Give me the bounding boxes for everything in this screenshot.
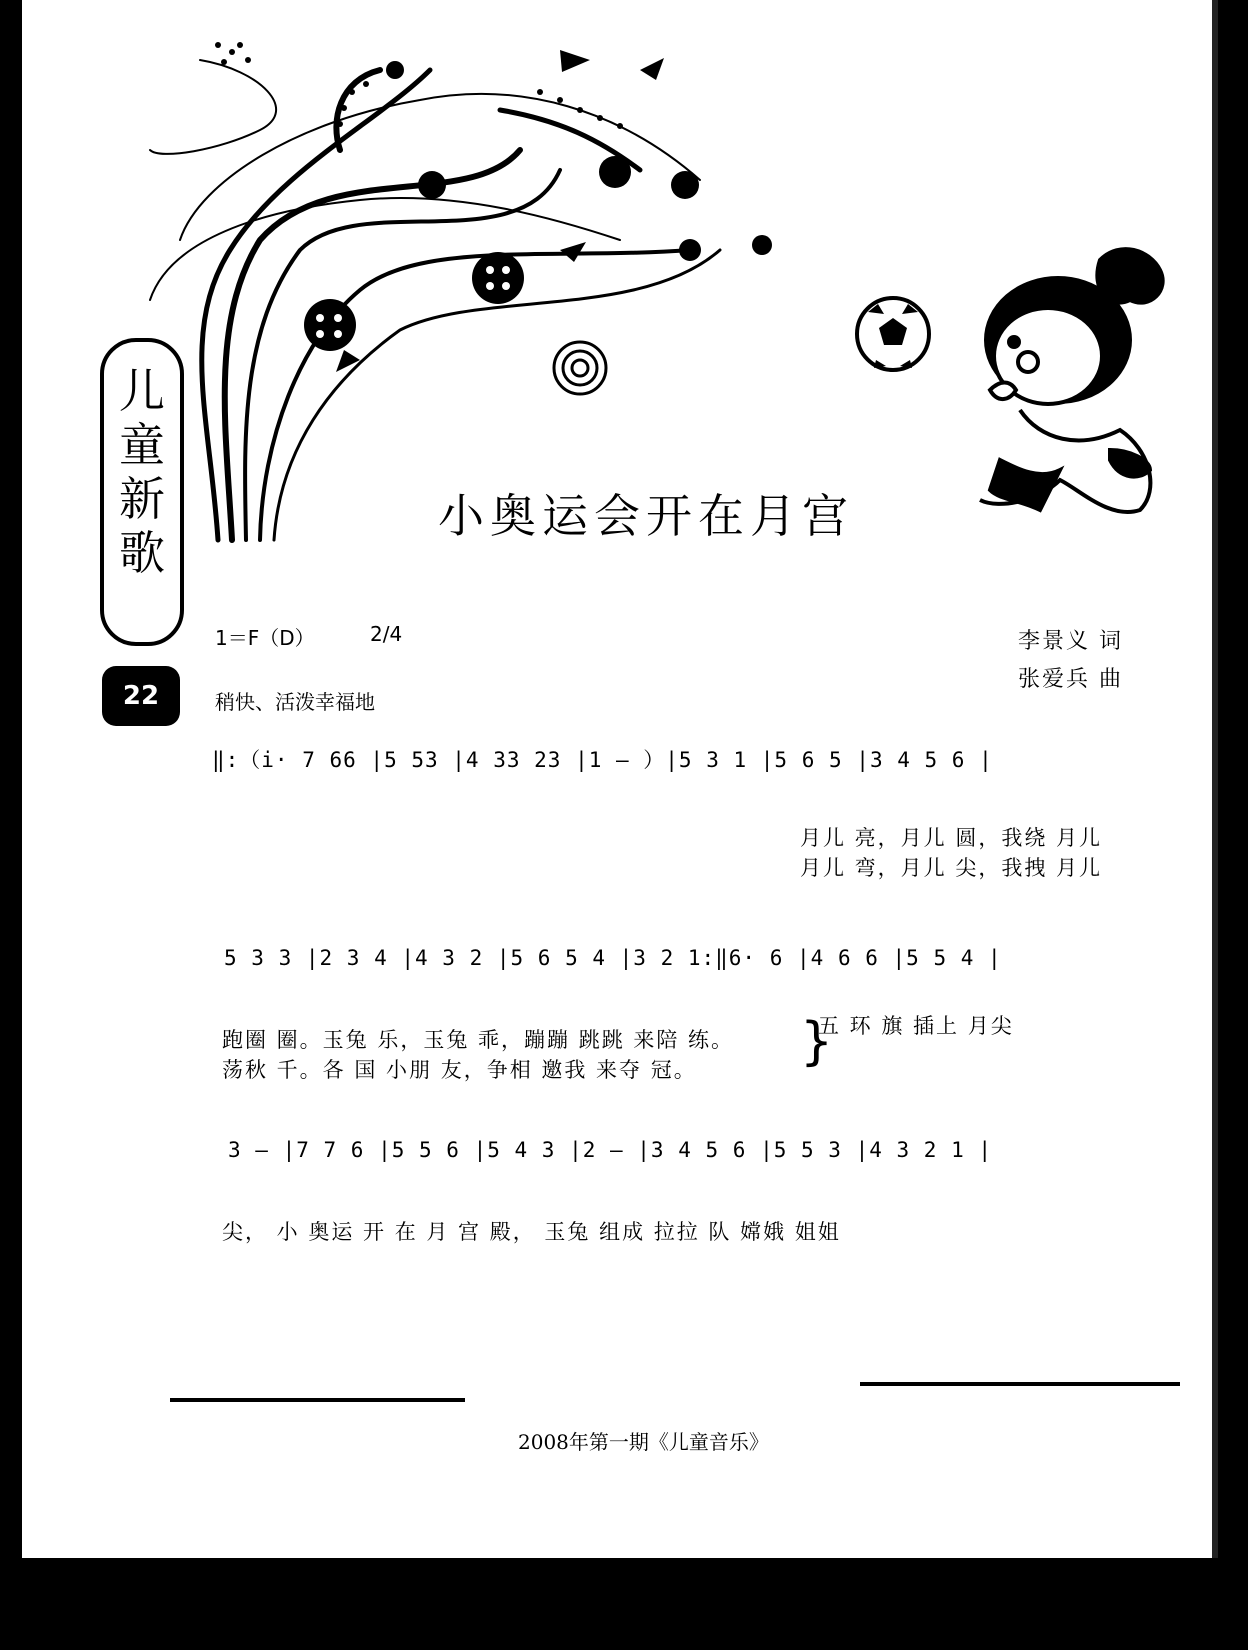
section-tab: [100, 338, 184, 646]
soccer-ball-icon: [857, 298, 929, 370]
tempo-marking: 稍快、活泼幸福地: [215, 690, 375, 714]
verse-brace: }: [800, 1012, 834, 1072]
composer-credit: 张爱兵 曲: [1018, 667, 1123, 692]
score-line-3: 3 — |7 7 6 |5 5 6 |5 4 3 |2 — |3 4 5 6 |5 5 3 |4 3 2 1 |: [228, 1138, 993, 1162]
footer-rule-right: [860, 1382, 1180, 1386]
song-title: 小奥运会开在月宫: [438, 489, 854, 543]
lyrics-line-1-verse-1: 月儿 亮，月儿 圆，我绕 月儿: [800, 826, 1103, 850]
child-character-icon: [980, 249, 1163, 512]
footer-rule-left: [170, 1398, 465, 1402]
time-signature: 2/4: [370, 622, 403, 646]
lyrics-line-2-verse-2: 荡秋 千。各 国 小朋 友，争相 邀我 来夺 冠。: [222, 1058, 697, 1082]
score-line-1: ‖:（i· 7 66 |5 53 |4 33 23 |1 — ）|5 3 1 |5 6 5 |3 4 5 6 |: [212, 748, 993, 772]
lyrics-line-2-verse-1: 跑圈 圈。玉兔 乐，玉兔 乖，蹦蹦 跳跳 来陪 练。: [222, 1028, 735, 1052]
key-signature: 1＝F（D）: [215, 626, 315, 650]
score-line-2: 5 3 3 |2 3 4 |4 3 2 |5 6 5 4 |3 2 1:‖6· 6 |4 6 6 |5 5 4 |: [224, 946, 1002, 970]
lyrics-line-2-shared: 五 环 旗 插上 月尖: [818, 1014, 1014, 1038]
lyrics-line-1-verse-2: 月儿 弯，月儿 尖，我拽 月儿: [800, 856, 1103, 880]
page-number: 22: [102, 666, 180, 726]
lyrics-line-3: 尖， 小 奥运 开 在 月 宫 殿， 玉兔 组成 拉拉 队 嫦娥 姐姐: [222, 1220, 841, 1244]
section-tab-label: 儿童新歌: [119, 364, 165, 580]
footer-citation: 2008年第一期《儿童音乐》: [518, 1430, 769, 1454]
lyricist-credit: 李景义 词: [1018, 629, 1123, 654]
